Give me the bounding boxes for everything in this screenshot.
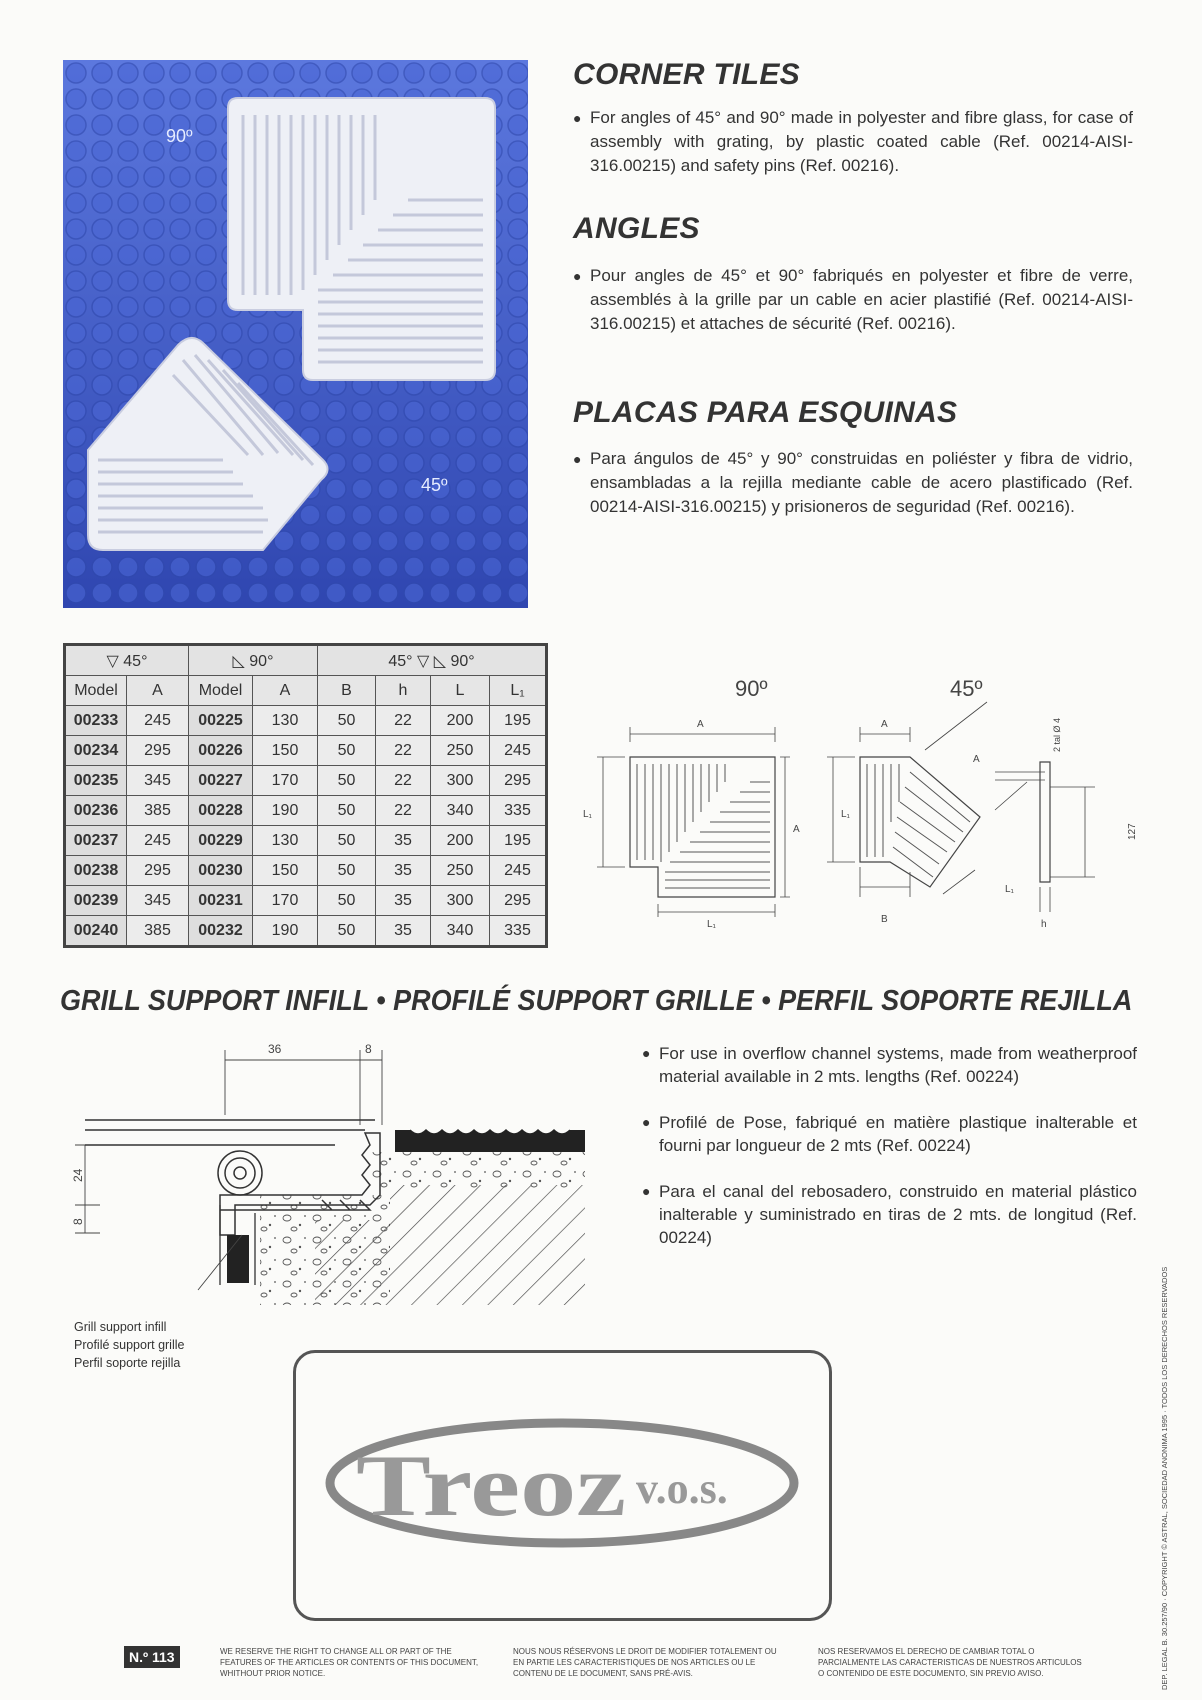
value-cell: 50 xyxy=(318,736,376,766)
value-cell: 50 xyxy=(318,916,376,947)
value-cell: 35 xyxy=(376,826,431,856)
model-cell: 00236 xyxy=(65,796,127,826)
value-cell: 22 xyxy=(376,736,431,766)
model-cell: 00230 xyxy=(189,856,253,886)
infill-text: Para el canal del rebosadero, construido en material plástico inalterable y suministrado en tiras de 2 mts. de longitud (Ref. 00224) xyxy=(659,1182,1137,1247)
value-cell: 35 xyxy=(376,916,431,947)
value-cell: 190 xyxy=(253,916,318,947)
value-cell: 130 xyxy=(253,826,318,856)
caption-line: Grill support infill xyxy=(74,1320,167,1334)
section-body-spanish xyxy=(573,447,1133,519)
dim-label-a: A xyxy=(793,824,800,835)
table-row xyxy=(65,856,547,886)
value-cell: 245 xyxy=(127,706,189,736)
value-cell: 345 xyxy=(127,766,189,796)
bullet-icon: ● xyxy=(642,1183,651,1199)
dealer-logo-box xyxy=(293,1350,832,1621)
bullet-icon: ● xyxy=(573,110,582,126)
model-cell: 00227 xyxy=(189,766,253,796)
table-row xyxy=(65,706,547,736)
table-row xyxy=(65,916,547,947)
value-cell: 50 xyxy=(318,766,376,796)
model-cell: 00234 xyxy=(65,736,127,766)
footer-note-english: WE RESERVE THE RIGHT TO CHANGE ALL OR PART OF THE FEATURES OF THE ARTICLES OR CONTENTS OF THIS DOCUMENT, WHITHOUT PRIOR NOTICE. xyxy=(220,1647,479,1678)
model-cell: 00226 xyxy=(189,736,253,766)
value-cell: 295 xyxy=(127,736,189,766)
dim-label-l1: L₁ xyxy=(1005,884,1014,895)
dimensions-table xyxy=(63,643,548,948)
section-title-english: CORNER TILES xyxy=(573,58,800,91)
dim-label-a: A xyxy=(697,719,704,730)
model-cell: 00225 xyxy=(189,706,253,736)
value-cell: 170 xyxy=(253,886,318,916)
dim-label-l1: L₁ xyxy=(583,809,592,820)
dim-label-l1: L₁ xyxy=(841,809,850,820)
section-body-french xyxy=(573,264,1133,336)
dim-label-8-top: 8 xyxy=(365,1042,372,1056)
value-cell: 22 xyxy=(376,796,431,826)
section-text: For angles of 45° and 90° made in polyester and fibre glass, for case of assembly with grating, by plastic coated cable (Ref. 00214-AISI-316.00215) and safety pins (Ref. 00216). xyxy=(590,108,1133,175)
model-cell: 00235 xyxy=(65,766,127,796)
value-cell: 35 xyxy=(376,886,431,916)
value-cell: 335 xyxy=(490,796,547,826)
dim-label-a: A xyxy=(881,719,888,730)
dim-label-127: 127 xyxy=(1127,823,1138,840)
value-cell: 245 xyxy=(490,736,547,766)
infill-text: For use in overflow channel systems, made from weatherproof material available in 2 mts. lengths (Ref. 00224) xyxy=(659,1044,1137,1086)
value-cell: 295 xyxy=(490,766,547,796)
drawing-90-outline xyxy=(630,757,775,897)
footer-note-spanish: NOS RESERVAMOS EL DERECHO DE CAMBIAR TOTAL O PARCIALMENTE LAS CARACTERISTICAS DE NUESTROS ARTICULOS O CONTENIDO DE ESTE DOCUMENTO, SIN PREVIO AVISO. xyxy=(818,1647,1082,1678)
value-cell: 50 xyxy=(318,706,376,736)
value-cell: 245 xyxy=(127,826,189,856)
dim-label-b: B xyxy=(881,914,888,925)
dim-label-a: A xyxy=(973,754,980,765)
table-row xyxy=(65,796,547,826)
logo-main-text: Treoz xyxy=(356,1438,626,1535)
value-cell: 385 xyxy=(127,916,189,947)
value-cell: 295 xyxy=(490,886,547,916)
section-text: Pour angles de 45° et 90° fabriqués en polyester et fibre de verre, assemblés à la grille par un cable en acier plastifié (Ref. 00214-AISI-316.00215) et attaches de sécurité (Ref. 00216). xyxy=(590,266,1133,333)
cross-section-caption xyxy=(74,1318,184,1372)
column-header: Model xyxy=(189,676,253,706)
column-header: A xyxy=(127,676,189,706)
group-header-45: ▽ 45° xyxy=(65,645,189,676)
value-cell: 190 xyxy=(253,796,318,826)
section-body-english xyxy=(573,106,1133,178)
column-header: L xyxy=(431,676,490,706)
corner-tiles-photo xyxy=(63,60,528,608)
section-title-french: ANGLES xyxy=(573,212,700,245)
model-cell: 00233 xyxy=(65,706,127,736)
value-cell: 50 xyxy=(318,886,376,916)
logo-suffix-text: v.o.s. xyxy=(636,1464,728,1513)
model-cell: 00228 xyxy=(189,796,253,826)
value-cell: 50 xyxy=(318,856,376,886)
side-legal-notice: DEP. LEGAL B. 30.257/90 · COPYRIGHT © ASTRAL, SOCIEDAD ANONIMA 1995 · TODOS LOS DERECHOS RESERVADOS xyxy=(1160,1266,1169,1690)
infill-paragraph-english xyxy=(642,1042,1137,1088)
model-cell: 00232 xyxy=(189,916,253,947)
column-header: L₁ xyxy=(490,676,547,706)
bullet-icon: ● xyxy=(642,1045,651,1061)
value-cell: 250 xyxy=(431,736,490,766)
value-cell: 345 xyxy=(127,886,189,916)
dim-label-36: 36 xyxy=(268,1042,282,1056)
value-cell: 300 xyxy=(431,766,490,796)
infill-title: GRILL SUPPORT INFILL • PROFILÉ SUPPORT GRILLE • PERFIL SOPORTE REJILLA xyxy=(60,985,1133,1017)
value-cell: 35 xyxy=(376,856,431,886)
value-cell: 22 xyxy=(376,766,431,796)
value-cell: 150 xyxy=(253,856,318,886)
group-header-common: 45° ▽ ◺ 90° xyxy=(318,645,547,676)
table-row xyxy=(65,766,547,796)
model-cell: 00231 xyxy=(189,886,253,916)
value-cell: 170 xyxy=(253,766,318,796)
bullet-icon: ● xyxy=(573,451,582,467)
column-header: h xyxy=(376,676,431,706)
section-title-spanish: PLACAS PARA ESQUINAS xyxy=(573,396,958,429)
value-cell: 385 xyxy=(127,796,189,826)
value-cell: 340 xyxy=(431,916,490,947)
value-cell: 200 xyxy=(431,706,490,736)
value-cell: 195 xyxy=(490,706,547,736)
drawing-label-45: 45º xyxy=(950,676,983,701)
bullet-icon: ● xyxy=(573,268,582,284)
technical-drawings xyxy=(575,672,1150,942)
column-header: Model xyxy=(65,676,127,706)
column-header: B xyxy=(318,676,376,706)
model-cell: 00239 xyxy=(65,886,127,916)
value-cell: 335 xyxy=(490,916,547,947)
photo-label-45: 45º xyxy=(421,475,448,495)
dim-label-hole: 2 tal Ø 4 xyxy=(1052,717,1062,752)
dim-label-24: 24 xyxy=(71,1168,85,1182)
value-cell: 250 xyxy=(431,856,490,886)
dim-label-h: h xyxy=(1041,919,1047,930)
caption-line: Perfil soporte rejilla xyxy=(74,1356,181,1370)
infill-text: Profilé de Pose, fabriqué en matière plastique inalterable et fourni par longueur de 2 mts (Ref. 00224) xyxy=(659,1113,1137,1155)
dim-label-l1: L₁ xyxy=(707,919,716,930)
table-body xyxy=(65,706,547,947)
table-row xyxy=(65,886,547,916)
group-header-90: ◺ 90° xyxy=(189,645,318,676)
photo-label-90: 90º xyxy=(166,126,193,146)
value-cell: 200 xyxy=(431,826,490,856)
dim-label-8-side: 8 xyxy=(71,1218,85,1225)
model-cell: 00240 xyxy=(65,916,127,947)
value-cell: 130 xyxy=(253,706,318,736)
infill-paragraph-spanish xyxy=(642,1180,1137,1249)
value-cell: 340 xyxy=(431,796,490,826)
footer-note-french: NOUS NOUS RÉSERVONS LE DROIT DE MODIFIER TOTALEMENT OU EN PARTIE LES CARACTERISTIQUES DE NOS ARTICLES OU LE CONTENU DE LE DOCUMENT, SANS PRÉ-AVIS. xyxy=(513,1647,777,1678)
table-row xyxy=(65,826,547,856)
model-cell: 00229 xyxy=(189,826,253,856)
cross-section-drawing xyxy=(70,1035,590,1335)
section-text: Para ángulos de 45° y 90° construidas en poliéster y fibra de vidrio, ensambladas a la rejilla mediante cable de acero plastificado (Ref. 00214-AISI-316.00215) y prisioneros de seguridad (Ref. 00216). xyxy=(590,449,1133,516)
value-cell: 245 xyxy=(490,856,547,886)
product-photo xyxy=(63,60,528,608)
infill-paragraph-french xyxy=(642,1111,1137,1157)
value-cell: 195 xyxy=(490,826,547,856)
value-cell: 295 xyxy=(127,856,189,886)
value-cell: 150 xyxy=(253,736,318,766)
caption-line: Profilé support grille xyxy=(74,1338,185,1352)
page-number-badge: N.º 113 xyxy=(124,1646,180,1668)
value-cell: 300 xyxy=(431,886,490,916)
drawing-label-90: 90º xyxy=(735,676,768,701)
value-cell: 50 xyxy=(318,826,376,856)
treoz-logo xyxy=(296,1353,829,1618)
model-cell: 00238 xyxy=(65,856,127,886)
column-header: A xyxy=(253,676,318,706)
value-cell: 50 xyxy=(318,796,376,826)
table-row xyxy=(65,736,547,766)
value-cell: 22 xyxy=(376,706,431,736)
bullet-icon: ● xyxy=(642,1114,651,1130)
model-cell: 00237 xyxy=(65,826,127,856)
